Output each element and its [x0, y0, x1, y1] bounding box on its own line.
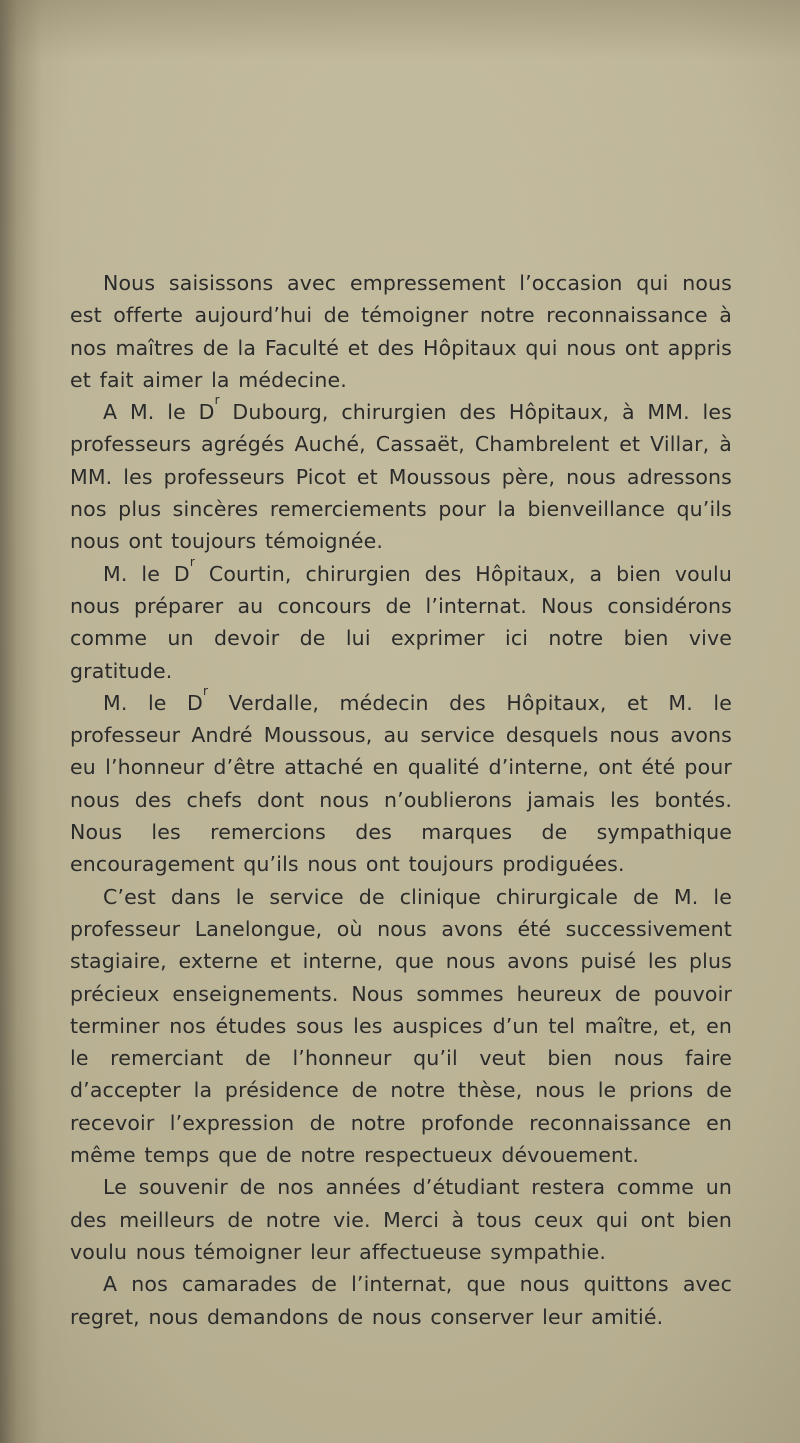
paragraph-5: C’est dans le service de clinique chirurgicale de M. le professeur Lanelongue, où nous avons été successivement stagiaire, externe et interne, que nous avons puisé les plus précieux enseignements. Nous sommes heureux de pouvoir terminer nos études sous les auspices d’un tel maître, et, en le remerciant de l’honneur qu’il veut bien nous faire d’accepter la présidence de notre thèse, nous le prions de recevoir l’expression de notre profonde reconnaissance en même temps que de notre respectueux dévouement.	[70, 884, 732, 1168]
paragraph-4-rest: Verdalle, médecin des Hôpitaux, et M. le professeur André Moussous, au service desquels nous avons eu l’honneur d’être attaché en qualité d’interne, ont été pour nous des chefs dont nous n’oublierons jamais les bontés. Nous les remercions des marques de sympathique encouragement qu’ils nous ont toujours prodiguées.	[70, 690, 732, 877]
paragraph-7: A nos camarades de l’internat, que nous quittons avec regret, nous demandons de nous conserver leur amitié.	[70, 1272, 732, 1329]
binding-shadow	[0, 0, 70, 1443]
top-shadow	[0, 0, 800, 60]
acknowledgements-text	[70, 267, 732, 1333]
paragraph-4-superscript: r	[202, 683, 209, 698]
paragraph-3-superscript: r	[189, 554, 195, 569]
paragraph-4	[70, 683, 732, 881]
paragraph-2	[70, 393, 732, 557]
paragraph-2-prefix: A M. le D	[103, 400, 215, 425]
paragraph-3	[70, 554, 732, 687]
paragraph-3-rest: Courtin, chirurgien des Hôpitaux, a bien voulu nous préparer au concours de l’internat. Nous considérons comme un devoir de lui exprimer ici notre bien vive gratitude.	[70, 561, 732, 683]
paragraph-4-prefix: M. le D	[103, 690, 203, 715]
paragraph-2-superscript: r	[214, 393, 220, 408]
paragraph-3-prefix: M. le D	[103, 561, 190, 586]
paragraph-1: Nous saisissons avec empressement l’occasion qui nous est offerte aujourd’hui de témoigner notre reconnaissance à nos maîtres de la Faculté et des Hôpitaux qui nous ont appris et fait aimer la médecine.	[70, 271, 732, 392]
paragraph-2-rest: Dubourg, chirurgien des Hôpitaux, à MM. les professeurs agrégés Auché, Cassaët, Chambrelent et Villar, à MM. les professeurs Picot et Moussous père, nous adressons nos plus sincères remerciements pour la bienveillance qu’ils nous ont toujours témoignée.	[70, 400, 732, 554]
paragraph-6: Le souvenir de nos années d’étudiant restera comme un des meilleurs de notre vie. Merci à tous ceux qui ont bien voulu nous témoigner leur affectueuse sympathie.	[70, 1175, 732, 1264]
